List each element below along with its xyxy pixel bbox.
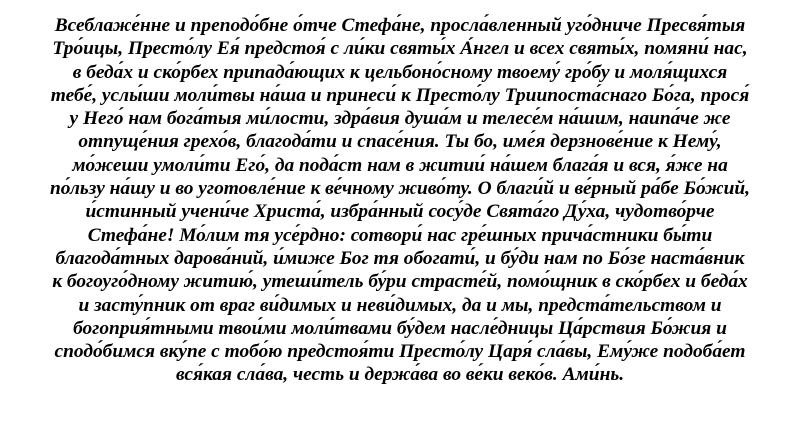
- prayer-line-9: и́стинный учени́че Христа́, избра́нный сосу́де Свята́го Ду́ха, чудотво́рче: [85, 201, 715, 223]
- prayer-line-13: и засту́пник от враг ви́димых и неви́димых, да и мы, предста́тельством и: [78, 294, 722, 316]
- prayer-line-10: Стефа́не! Мо́лим тя усе́рдно: сотвори́ нас гре́шных прича́стники бы́ти: [87, 224, 713, 246]
- prayer-line-11: благода́тных дарова́ний, и́миже Бог тя обогати́, и бу́ди нам по Бо́зе наста́вник: [55, 247, 745, 269]
- prayer-line-2: Тро́ицы, Престо́лу Ея́ предстоя́ с ли́ки святы́х А́нгел и всех святы́х, помяни́ нас,: [52, 38, 748, 60]
- prayer-line-15: сподо́бимся вку́пе с тобо́ю предстоя́ти Престо́лу Царя́ сла́вы, Ему́же подоба́ет: [54, 341, 746, 363]
- prayer-line-8: по́льзу на́шу и во уготовле́ние к ве́чному живо́ту. О благи́й и ве́рный ра́бе Бо́жий,: [49, 178, 751, 200]
- prayer-line-5: у Него́ нам бога́тыя ми́лости, здра́вия душа́м и телесе́м на́шим, наипа́че же: [69, 108, 731, 130]
- prayer-line-3: в беда́х и ско́рбех припада́ющих к цельбоно́сному твоему́ гро́бу и моля́щихся: [72, 61, 728, 83]
- prayer-line-4: тебе́, услы́ши моли́твы на́ша и принеси́ к Престо́лу Триипоста́снаго Бо́га, прося́: [50, 84, 750, 106]
- prayer-line-7: мо́жеши умоли́ти Его́, да пода́ст нам в житии́ на́шем блага́я и вся, я́же на: [72, 154, 728, 176]
- prayer-text: [12, 14, 788, 387]
- prayer-line-12: к богоуго́дному житию́, утеши́тель бу́ри страсте́й, помо́щник в ско́рбех и беда́х: [52, 271, 748, 293]
- prayer-line-6: отпуще́ния грехо́в, благода́ти и спасе́ния. Ты бо, име́я дерзнове́ние к Нему́,: [78, 131, 722, 153]
- prayer-line-16: вся́кая сла́ва, честь и держа́ва во ве́ки веко́в. Ами́нь.: [175, 364, 625, 386]
- prayer-line-14: богоприя́тными твои́ми моли́твами бу́дем насле́дницы Ца́рствия Бо́жия и: [73, 317, 727, 339]
- prayer-line-1: Всеблаже́нне и преподо́бне о́тче Стефа́не, просла́вленный уго́дниче Пресвя́тыя: [54, 15, 746, 36]
